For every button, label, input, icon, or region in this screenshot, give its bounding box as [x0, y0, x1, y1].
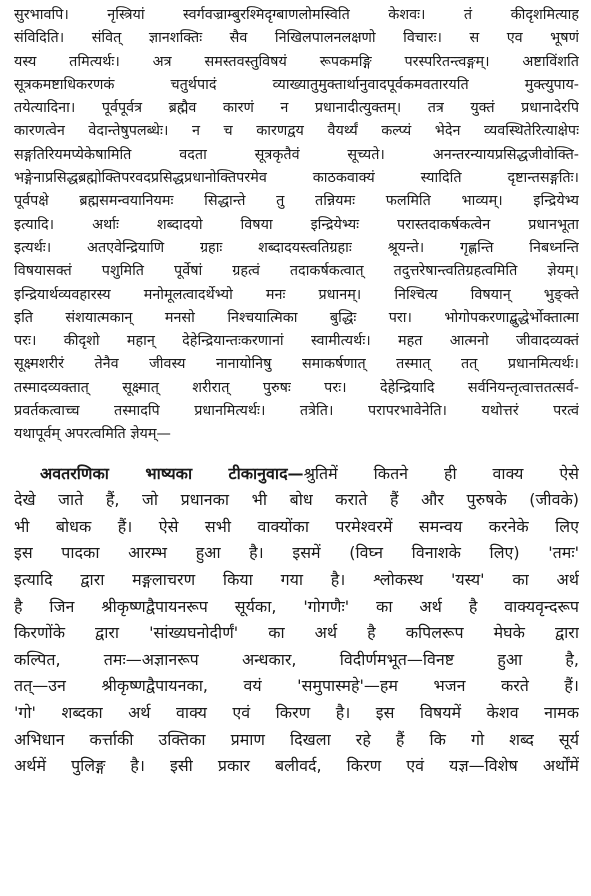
- text-line: इत्यादि। अर्थाः शब्दादयो विषया इन्द्रियेभ्यः परास्तदाकर्षकत्वेन प्रधानभूता: [14, 216, 579, 233]
- text-line: इत्यादि द्वारा मङ्गलाचरण किया गया है। श्लोकस्थ 'यस्य' का अर्थ: [14, 570, 579, 590]
- text-line: तयेत्यादिना। पूर्वपूर्वत्र ब्रह्मैव कारणं न प्रधानादीत्युक्तम्। तत्र युक्तं प्रधानादेरपि: [14, 100, 579, 117]
- section-heading: अवतरणिका भाष्यका टीकानुवाद—: [40, 463, 304, 483]
- text-line: अभिधान कर्त्ताकी उक्तिका प्रमाण दिखला रहे हैं कि गो शब्द सूर्य: [14, 729, 579, 749]
- text-span: श्रुतिमें कितने ही वाक्य ऐसे: [303, 463, 579, 483]
- text-line: सङ्गतिरियमप्येकेषामिति वदता सूत्रकृतैवं सूच्यते। अनन्तरन्यायप्रसिद्धजीवोक्ति-: [14, 146, 579, 163]
- hindi-translation: [14, 461, 579, 780]
- sanskrit-commentary: [14, 4, 579, 447]
- text-line: सुरभावपि। नृस्त्रियां स्वर्गवज्राम्बुरश्मिदृग्बाणलोमस्विति केशवः। तं कीदृशमित्याह: [14, 7, 579, 23]
- text-line: संविदिति। संवित् ज्ञानशक्तिः सैव निखिलपालनलक्षणो विचारः। स एव भूषणं: [14, 30, 579, 47]
- text-line: प्रवर्तकत्वाच्च तस्मादपि प्रधानमित्यर्थः। तत्रेति। परापरभावेनेति। यथोत्तरं परत्वं: [14, 403, 579, 420]
- text-line: भङ्गेनाप्रसिद्धब्रह्मोक्तिपरवदप्रसिद्धप्रधानोक्तिपरमेव काठकवाक्यं स्यादिति दृष्टान्तसङ्गतिः।: [14, 170, 579, 187]
- text-line: कारणत्वेन वेदान्तेषुपलब्धेः। न च कारणद्वय वैयर्थ्यं कल्प्यं भेदेन व्यवस्थितेरित्याक्षेपः: [14, 123, 579, 140]
- paragraph-gap: [14, 447, 579, 461]
- text-line: 'गो' शब्दका अर्थ वाक्य एवं किरण है। इस विषयमें केशव नामक: [14, 702, 579, 722]
- text-line: अर्थमें पुलिङ्ग है। इसी प्रकार बलीवर्द, किरण एवं यज्ञ—विशेष अर्थोंमें: [14, 756, 579, 776]
- text-line: इस पादका आरम्भ हुआ है। इसमें (विघ्न विनाशके लिए) 'तमः': [14, 543, 579, 563]
- text-line: इत्यर्थः। अतएवेन्द्रियाणि ग्रहाः शब्दादयस्त्वतिग्रहाः श्रूयन्ते। गृह्णन्ति निबध्नन्ति: [14, 239, 579, 256]
- text-line: यस्य तमित्यर्थः। अत्र समस्तवस्तुविषयं रूपकमङ्गि परस्परितन्त्वङ्गम्। अष्टाविंशति: [14, 53, 579, 70]
- text-line: है जिन श्रीकृष्णद्वैपायनरूप सूर्यका, 'गोगणैः' का अर्थ है वाक्यवृन्दरूप: [14, 596, 579, 616]
- text-line: परः। कीदृशो महान् देहेन्द्रियान्तःकरणानां स्वामीत्यर्थः। महत आत्मनो जीवादव्यक्तं: [14, 333, 579, 350]
- text-line: सूक्ष्मशरीरं तेनैव जीवस्य नानायोनिषु समाकर्षणात् तस्मात् तत् प्रधानमित्यर्थः।: [14, 356, 579, 373]
- text-line: यथापूर्वम् अपरत्वमिति ज्ञेयम्—: [14, 426, 171, 443]
- text-line: देखे जाते हैं, जो प्रधानका भी बोध कराते हैं और पुरुषके (जीवके): [14, 490, 579, 510]
- text-line: कल्पित, तमः—अज्ञानरूप अन्धकार, विदीर्णमभूत—विनष्ट हुआ है,: [14, 649, 579, 669]
- text-line: [14, 461, 579, 488]
- text-line: इन्द्रियार्थव्यवहारस्य मनोमूलत्वादर्थेभ्यो मनः प्रधानम्। निश्चित्य विषयान् भुङ्क्ते: [14, 286, 579, 303]
- text-line: भी बोधक हैं। ऐसे सभी वाक्योंका परमेश्वरमें समन्वय करनेके लिए: [14, 516, 579, 536]
- text-line: तस्मादव्यक्तात् सूक्ष्मात् शरीरात् पुरुषः परः। देहेन्द्रियादि सर्वनियन्तृत्वात्ततत्सर्व-: [14, 379, 579, 396]
- text-line: इति संशयात्मकान् मनसो निश्चयात्मिका बुद्धिः परा। भोगोपकरणाद्बुद्धेर्भोक्तात्मा: [14, 309, 579, 326]
- text-line: विषयासक्तं पशुमिति पूर्वेषां ग्रहत्वं तदाकर्षकत्वात् तदुत्तरेषान्त्वतिग्रहत्वमिति ज्ञेयम्।: [14, 263, 579, 280]
- text-line: सूत्रकमष्टाधिकरणकं चतुर्थपादं व्याख्यातुमुक्तार्थानुवादपूर्वकमवतारयति मुक्त्युपाय-: [14, 76, 579, 93]
- text-line: किरणोंके द्वारा 'सांख्यघनोदीर्णं' का अर्थ है कपिलरूप मेघके द्वारा: [14, 623, 579, 643]
- text-line: तत्—उन श्रीकृष्णद्वैपायनका, वयं 'समुपास्महे'—हम भजन करते हैं।: [14, 676, 579, 696]
- text-line: पूर्वपक्षे ब्रह्मसमन्वयानियमः सिद्धान्ते तु तन्नियमः फलमिति भाव्यम्। इन्द्रियेभ्य: [14, 193, 579, 210]
